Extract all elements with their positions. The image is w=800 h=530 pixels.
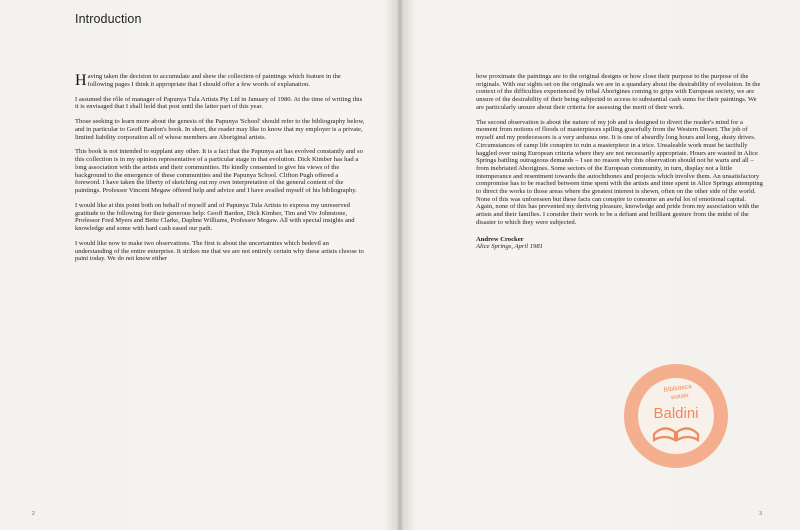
drop-cap: H <box>75 72 87 89</box>
paragraph: The second observation is about the nature of my job and is designed to divert the reader's mind for a moment from notions of floods of masterpieces spilling gracefully from the Western Desert. The job of myself and my predecessors is a very arduous one. It is one of absurdly long hours and long, dusty drives. Circumstances of camp life conspire to ruin a masterpiece in a trice. Unsaleable work must be tactfully haggled over using European criteria where they are not necessarily appropriate. Hours are wasted in Alice Springs battling outrageous demands – I see no reason why this observation should not be warts and all – from inebriated Aborigines. Some sectors of the European community, in turn, display not a little intemperance and resentment towards the autochthones and projects which involve them. An unsatisfactory compromise has to be reached between time spent with the artists and time spent in Alice Springs attempting to direct the works to those areas where the greatest interest is shewn, often on the other side of the world. None of this was unforeseen but these facts can conspire to consume an awful lot of emotional capital. Again, none of this has prevented my deriving pleasure, knowledge and pride from my association with the artists and their families. I consider their work to be a defiant and brilliant gesture from the midst of the disaster to which they were subjected. <box>476 118 763 226</box>
left-page <box>0 0 399 530</box>
right-text-column <box>476 73 764 251</box>
page-heading: Introduction <box>75 12 142 26</box>
right-page <box>401 0 800 530</box>
stamp-line2: statale <box>670 392 690 402</box>
signature-name: Andrew Crocker <box>476 235 524 243</box>
stamp-name: Baldini <box>653 405 699 422</box>
library-stamp-icon <box>620 360 732 472</box>
paragraph: how proximate the paintings are to the original designs or how close their purpose to the purpose of the originals. With our sights set on the originals we are in a quandary about the desirability of evolution. In the context of the difficulties experienced by tribal Aborigines coming to grips with European society, we are unsure of the desirability of their being subjected to access to substantial cash sums for their paintings. We are particularly unsure about their criteria for assessing the merit of their work. <box>476 73 761 111</box>
paragraph: This book is not intended to supplant any other. It is a fact that the Papunya art has evolved constantly and so this collection is in my opinion representative of a particular stage in that evolution. Dick Kimber has had a long association with the artists and their communities. He kindly consented to give his views of the background to the emergence of these communities and the Papunya School. Clifton Pugh offered a foreword. I have taken the liberty of sketching out my own interpretation of the general content of the paintings. Professor Vincent Megaw offered help and advice and I have availed myself of his bibliography. <box>75 148 363 194</box>
page-number: 2 <box>32 511 35 517</box>
paragraph: I would like now to make two observations. The first is about the uncertainties which bedevil an understanding of the entire enterprise. It strikes me that we are not entirely certain why these artists choose to paint today. We do not know either <box>75 239 364 263</box>
stamp-line1: Biblioteca <box>663 383 693 394</box>
signature-place: Alice Springs, April 1981 <box>476 243 543 251</box>
left-text-column <box>75 73 365 270</box>
paragraph: I would like at this point both on behalf of myself and of Papunya Tula Artists to express my unreserved gratitude to the following for their generous help: Geoff Bardon, Dick Kimber, Tim and Viv Johnstone, Professor Fred Myers and Bette Clarke, Daphne Williams, Professor Megaw. All with special insights and knowledge and some with hard cash eased our path. <box>75 201 355 232</box>
paragraph-text: aving taken the decision to accumulate and shew the collection of paintings which feature in the following pages I think it appropriate that I should offer a few words of explanation. <box>87 73 341 88</box>
paragraph: I assumed the rôle of manager of Papunya Tula Artists Pty Ltd in January of 1980. At the time of writing this it is envisaged that I shall hold that post until the latter part of this year. <box>75 95 363 111</box>
paragraph <box>75 73 365 88</box>
signature-block <box>476 236 764 251</box>
page-number: 3 <box>759 511 762 517</box>
paragraph: Those seeking to learn more about the genesis of the Papunya 'School' should refer to the bibliography below, and in particular to Geoff Bardon's book. In short, the reader may like to know that my employer is a private, limited liability corporation all of whose members are Aboriginal artists. <box>75 118 365 141</box>
